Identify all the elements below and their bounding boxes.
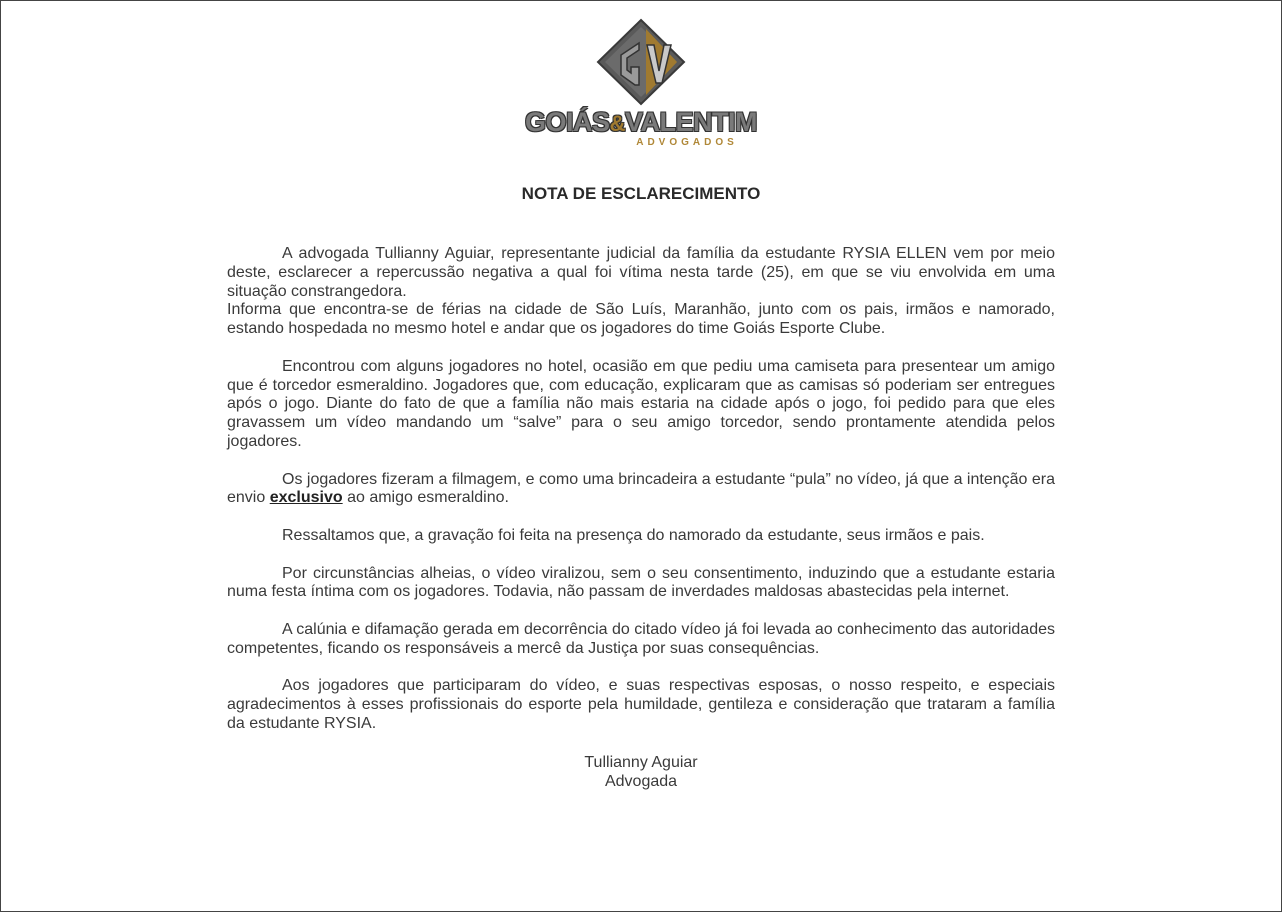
document-body	[227, 245, 1055, 753]
signature-block	[1, 753, 1281, 791]
logo-wordmark	[521, 107, 761, 138]
emphasis-exclusivo: exclusivo	[269, 489, 343, 507]
logo-word-1: GOIÁS	[525, 107, 610, 137]
signature-name: Tullianny Aguiar	[584, 754, 698, 771]
paragraph-5: Por circunstâncias alheias, o vídeo viralizou, sem o seu consentimento, induzindo que a estudante estaria numa festa íntima com os jogadores. Todavia, não passam de inverdades maldosas abastecidas pela internet.	[227, 564, 1055, 601]
paragraph-3-before: Os jogadores fizeram a filmagem, e como uma brincadeira a estudante “pula” no vídeo, já que a intenção era envio	[227, 470, 1055, 507]
paragraph-4: Ressaltamos que, a gravação foi feita na presença do namorado da estudante, seus irmãos e pais.	[282, 526, 985, 544]
logo-emblem-icon	[521, 15, 761, 115]
paragraph-1: A advogada Tullianny Aguiar, representante judicial da família da estudante RYSIA ELLEN vem por meio deste, esclarecer a repercussão negativa a qual foi vítima nesta tarde (25), em que se viu envolvida em uma situação constrangedora.	[227, 245, 1055, 300]
document-title: NOTA DE ESCLARECIMENTO	[521, 184, 761, 203]
paragraph-6: A calúnia e difamação gerada em decorrência do citado vídeo já foi levada ao conhecimento das autoridades competentes, ficando os responsáveis a mercê da Justiça por suas consequências.	[227, 620, 1055, 657]
firm-logo	[521, 15, 761, 150]
paragraph-3	[227, 471, 1055, 509]
signature-role: Advogada	[604, 773, 678, 790]
logo-word-2: VALENTIM	[624, 107, 757, 137]
paragraph-7: Aos jogadores que participaram do vídeo, e suas respectivas esposas, o nosso respeito, e especiais agradecimentos à esses profissionais do esporte pela humildade, gentileza e consideração que trataram a família da estudante RYSIA.	[227, 677, 1055, 732]
logo-subtitle: ADVOGADOS	[636, 137, 738, 148]
paragraph-2: Encontrou com alguns jogadores no hotel, ocasião em que pediu uma camiseta para presentear um amigo que é torcedor esmeraldino. Jogadores que, com educação, explicaram que as camisas só poderiam ser entregues após o jogo. Diante do fato de que a família não mais estaria na cidade após o jogo, foi pedido para que eles gravassem um vídeo mandando um “salve” para o seu amigo torcedor, sendo prontamente atendida pelos jogadores.	[227, 357, 1055, 450]
paragraph-1b: Informa que encontra-se de férias na cidade de São Luís, Maranhão, junto com os pais, irmãos e namorado, estando hospedada no mesmo hotel e andar que os jogadores do time Goiás Esporte Clube.	[227, 301, 1055, 338]
paragraph-3-after: ao amigo esmeraldino.	[342, 489, 509, 507]
logo-ampersand: &	[609, 111, 625, 136]
